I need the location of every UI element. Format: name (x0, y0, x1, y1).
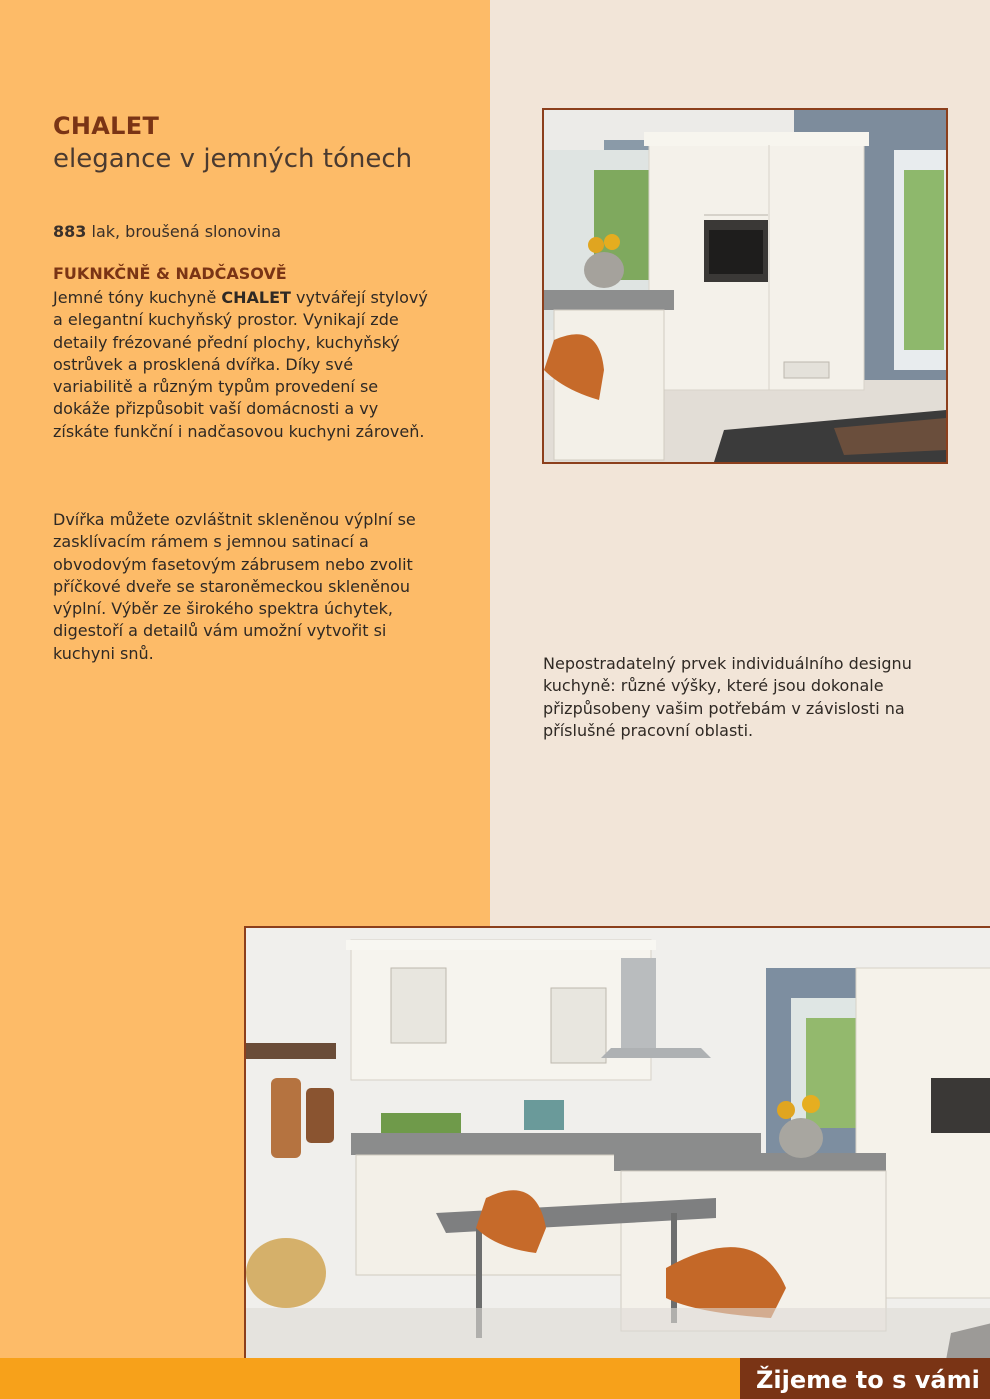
intro-text-b: vytvářejí stylový a elegantní kuchyňský prostor. Vynikají zde detaily frézované přední plochy, kuchyňský ostrůvek a prosklená dvířka. Díky své variabilitě a různým typům provedení se dokáže přizpůsobit vaší domácnosti a vy získáte funkční i nadčasovou kuchyni zároveň. (53, 288, 428, 441)
heights-paragraph: Nepostradatelný prvek individuálního designu kuchyně: různé výšky, které jsou dokonale přizpůsobeny vašim potřebám v závislosti na příslušné pracovní oblasti. (543, 654, 912, 740)
intro-brand: CHALET (221, 288, 291, 307)
finish-line (53, 222, 281, 241)
intro-paragraph (53, 287, 433, 443)
kitchen-photo-tall-cabinets (542, 108, 948, 464)
section-heading: FUKNKČNĚ & NADČASOVĚ (53, 264, 287, 283)
finish-desc: lak, broušená slonovina (86, 222, 282, 241)
kitchen-photo-island (244, 926, 990, 1360)
page-title: CHALET (53, 112, 160, 140)
footer-slogan: Žijeme to s vámi (756, 1366, 980, 1394)
doors-paragraph: Dvířka můžete ozvláštnit skleněnou výplní se zasklívacím rámem s jemnou satinací a obvodovým fasetovým zábrusem nebo zvolit příčkové dveře se staroněmeckou skleněnou výplní. Výběr ze širokého spektra úchytek, digestoří a detailů vám umožní vytvořit si kuchyni snů. (53, 510, 416, 663)
intro-text-a: Jemné tóny kuchyně (53, 288, 222, 307)
finish-code: 883 (53, 222, 87, 241)
page-subtitle: elegance v jemných tónech (53, 144, 413, 174)
